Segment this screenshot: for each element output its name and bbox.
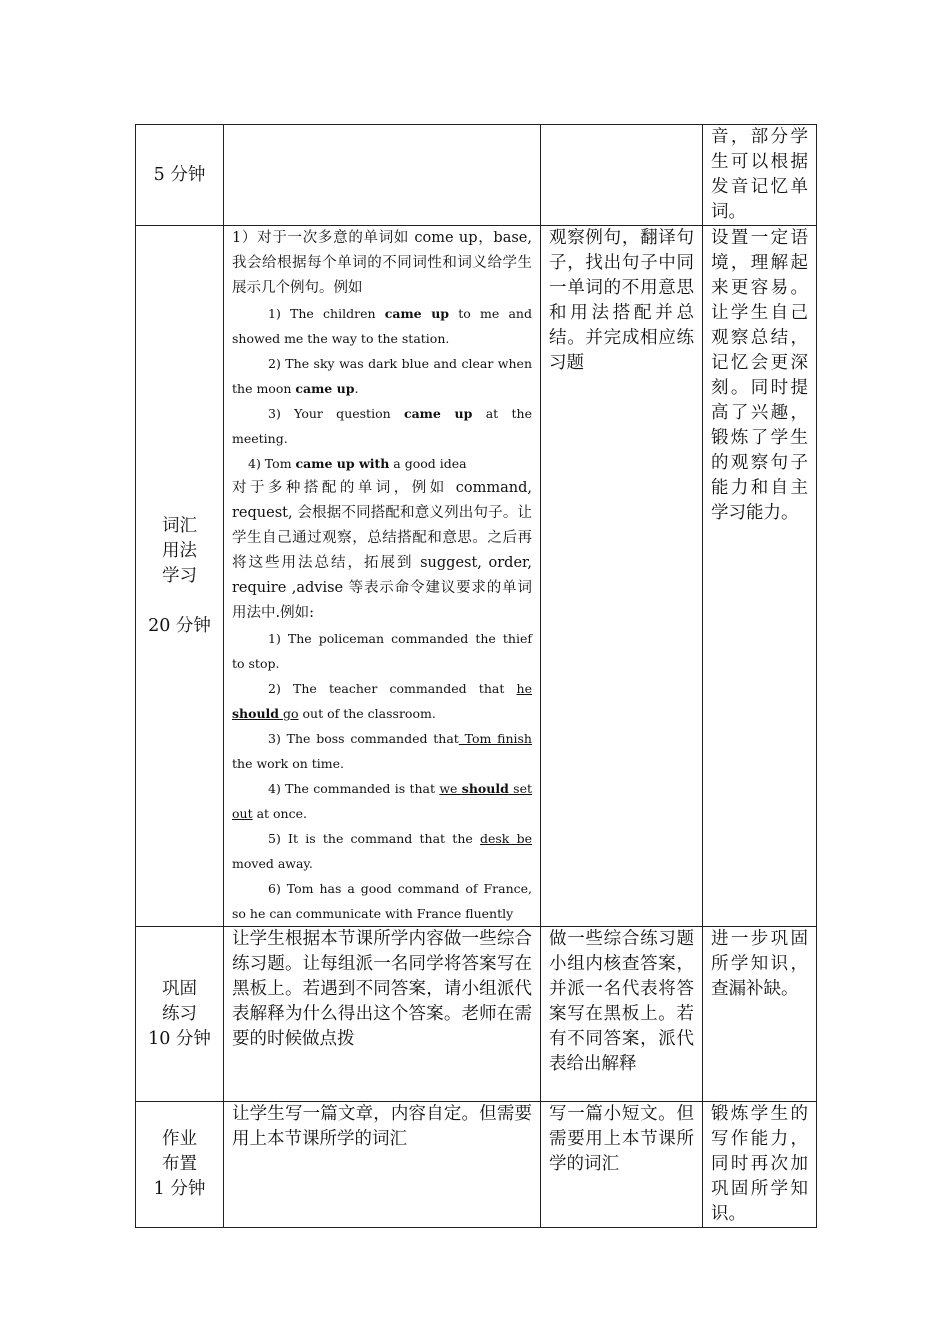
stage-label: 巩固 [162, 978, 197, 999]
purpose-text: 锻炼学生的写作能力，同时再次加巩固所学知识。 [711, 1104, 808, 1224]
stage-label: 词汇 [162, 515, 197, 536]
example-sentence: 4) The commanded is that we should set out at once. [232, 781, 532, 821]
teacher-activity-cell [224, 927, 541, 1102]
stage-label: 布置 [162, 1154, 197, 1174]
teacher-activity-cell [224, 125, 541, 226]
example-sentence: 2) The teacher commanded that he should go out of the classroom. [232, 681, 532, 721]
purpose-text: 进一步巩固所学知识，查漏补缺。 [711, 929, 808, 999]
student-activity-cell [541, 1102, 703, 1228]
table-row [136, 226, 817, 927]
stage-time: 20 分钟 [148, 615, 211, 636]
student-activity-text: 写一篇小短文。但需要用上本节课所学的词汇 [549, 1104, 694, 1174]
stage-label: 作业 [162, 1129, 197, 1149]
stage-label: 学习 [162, 565, 197, 586]
teacher-explanation: 对于多种搭配的单词，例如 command, request, 会根据不同搭配和意义列出句子。让学生自己通过观察，总结搭配和意思。之后再将这些用法总结，拓展到 suggest, order, require ,advise 等表示命令建议要求的单词用法中.例如: [232, 480, 532, 621]
student-activity-cell [541, 226, 703, 927]
purpose-cell [703, 1102, 817, 1228]
example-sentence: 5) It is the command that the desk be moved away. [232, 831, 532, 871]
teacher-activity-text: 让学生写一篇文章，内容自定。但需要用上本节课所学的词汇 [232, 1104, 532, 1149]
stage-cell [136, 226, 224, 927]
student-activity-text: 做一些综合练习题小组内核查答案，并派一名代表将答案写在黑板上。若有不同答案，派代表给出解释 [549, 929, 694, 1074]
stage-cell [136, 927, 224, 1102]
purpose-text: 设置一定语境，理解起来更容易。让学生自己观察总结，记忆会更深刻。同时提高了兴趣，锻炼了学生的观察句子能力和自主学习能力。 [711, 228, 808, 523]
example-sentence: 4) Tom came up with a good idea [248, 456, 467, 471]
purpose-text: 音，部分学生可以根据发音记忆单词。 [711, 127, 808, 222]
table-row [136, 125, 817, 226]
example-sentence: 3) The boss commanded that Tom finish the work on time. [232, 731, 532, 771]
stage-label: 练习 [162, 1003, 197, 1024]
purpose-cell [703, 927, 817, 1102]
stage-cell [136, 1102, 224, 1228]
student-activity-cell [541, 927, 703, 1102]
example-sentence: 1) The children came up to me and showed me the way to the station. [232, 306, 532, 346]
lesson-plan-table [135, 124, 817, 1228]
purpose-cell [703, 226, 817, 927]
student-activity-cell [541, 125, 703, 226]
stage-label: 用法 [162, 540, 197, 561]
example-sentence: 2) The sky was dark blue and clear when the moon came up. [232, 356, 532, 396]
example-sentence: 6) Tom has a good command of France, so he can communicate with France fluently [232, 881, 532, 921]
example-sentence: 1) The policeman commanded the thief to stop. [232, 631, 532, 671]
teacher-activity-cell [224, 226, 541, 927]
stage-time: 1 分钟 [153, 1179, 206, 1199]
teacher-activity-cell [224, 1102, 541, 1228]
table-row [136, 927, 817, 1102]
stage-time: 5 分钟 [153, 164, 206, 185]
student-activity-text: 观察例句，翻译句子，找出句子中同一单词的不用意思和用法搭配并总结。并完成相应练习题 [549, 228, 694, 373]
teacher-activity-text: 让学生根据本节课所学内容做一些综合练习题。让每组派一名同学将答案写在黑板上。若遇到不同答案，请小组派代表解释为什么得出这个答案。老师在需要的时候做点拨 [232, 929, 532, 1049]
stage-time: 10 分钟 [148, 1028, 211, 1049]
table-row [136, 1102, 817, 1228]
example-sentence: 3) Your question came up at the meeting. [232, 406, 532, 446]
stage-cell [136, 125, 224, 226]
teacher-intro: 1）对于一次多意的单词如 come up，base, 我会给根据每个单词的不同词性和词义给学生展示几个例句。例如 [232, 230, 532, 296]
purpose-cell [703, 125, 817, 226]
